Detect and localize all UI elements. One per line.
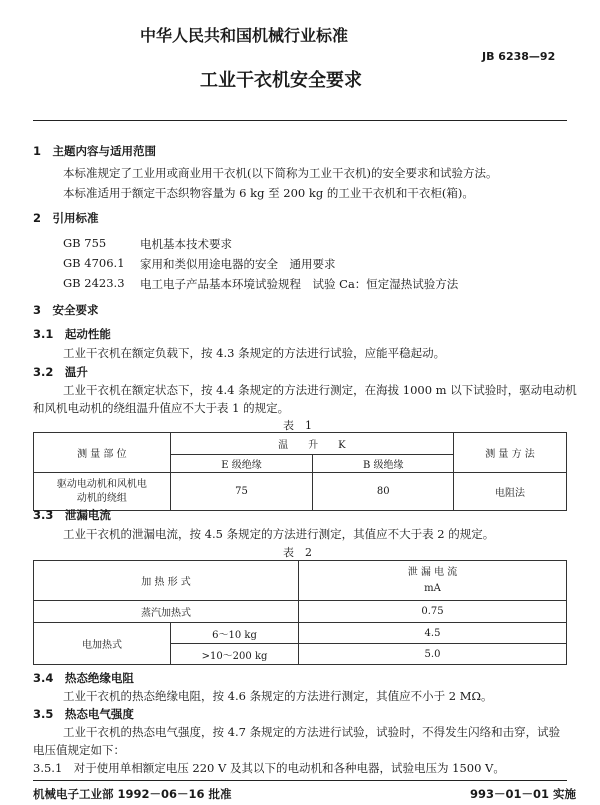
- section-3-2-text-2: 和风机电动机的绕组温升值应不大于表 1 的规定。: [33, 401, 290, 415]
- section-1-para-2: 本标准适用于额定干态织物容量为 6 kg 至 200 kg 的工业干衣机和干衣柜(箱)。: [63, 186, 474, 200]
- section-3-5-1-text: 3.5.1 对于使用单相额定电压 220 V 及其以下的电动机和各种电器，试验电压为 1500 V。: [33, 761, 505, 775]
- table-2-range-2: >10～200 kg: [171, 644, 299, 665]
- table-1-header-b: B 级绝缘: [313, 455, 454, 473]
- section-2-heading: 2 引用标准: [33, 211, 99, 225]
- section-3-2-text-1: 工业干衣机在额定状态下，按 4.4 条规定的方法进行测定，在海拔 1000 m 以下试验时，驱动电动机: [63, 383, 577, 397]
- section-3-heading: 3 安全要求: [33, 303, 99, 317]
- section-3-1-heading: 3.1 起动性能: [33, 327, 111, 341]
- table-2-electric: 电加热式: [34, 623, 171, 665]
- table-1-row-e: 75: [170, 473, 313, 511]
- section-3-3-heading: 3.3 泄漏电流: [33, 508, 111, 522]
- table-2-caption: 表 2: [283, 546, 312, 559]
- table-2-header-leak: 泄 漏 电 流 mA: [299, 561, 567, 601]
- section-3-5-text-1: 工业干衣机的热态电气强度，按 4.7 条规定的方法进行试验，试验时，不得发生闪络和击穿，试验: [63, 725, 561, 739]
- table-2-header-form: 加 热 形 式: [34, 561, 299, 601]
- table-1: [33, 432, 567, 511]
- ref-title-2: 家用和类似用途电器的安全 通用要求: [140, 257, 336, 271]
- section-3-4-heading: 3.4 热态绝缘电阻: [33, 671, 134, 685]
- section-3-2-heading: 3.2 温升: [33, 365, 88, 379]
- table-2-steam: 蒸汽加热式: [34, 601, 299, 623]
- section-3-4-text: 工业干衣机的热态绝缘电阻，按 4.6 条规定的方法进行测定，其值应不小于 2 MΩ。: [63, 689, 493, 703]
- ref-title-1: 电机基本技术要求: [140, 237, 232, 251]
- table-1-row-method: 电阻法: [454, 473, 567, 511]
- header-rule: [33, 120, 567, 121]
- table-2-range-2-value: 5.0: [299, 644, 567, 665]
- table-1-header-part: 测 量 部 位: [34, 433, 171, 473]
- table-1-caption: 表 1: [283, 419, 312, 432]
- implementation-line: 993－01－01 实施: [470, 787, 577, 801]
- ref-code-3: GB 2423.3: [63, 276, 125, 290]
- table-1-header-e: E 级绝缘: [170, 455, 313, 473]
- section-3-1-text: 工业干衣机在额定负载下，按 4.3 条规定的方法进行试验，应能平稳起动。: [63, 346, 446, 360]
- footer-rule: [33, 780, 567, 781]
- table-2-range-1: 6～10 kg: [171, 623, 299, 644]
- ref-title-3: 电工电子产品基本环境试验规程 试验 Ca：恒定湿热试验方法: [140, 277, 459, 291]
- table-1-row-b: 80: [313, 473, 454, 511]
- table-2-steam-value: 0.75: [299, 601, 567, 623]
- ref-code-2: GB 4706.1: [63, 256, 125, 270]
- standard-category: 中华人民共和国机械行业标准: [140, 26, 349, 45]
- ref-code-1: GB 755: [63, 236, 107, 250]
- section-1-heading: 1 主题内容与适用范围: [33, 144, 157, 158]
- approval-line: 机械电子工业部 1992－06－16 批准: [33, 787, 232, 801]
- page-title: 工业干衣机安全要求: [200, 70, 362, 91]
- table-1-row-part: 驱动电动机和风机电 动机的绕组: [34, 473, 171, 511]
- section-3-5-heading: 3.5 热态电气强度: [33, 707, 134, 721]
- standard-code: JB 6238—92: [482, 50, 556, 63]
- section-1-para-1: 本标准规定了工业用或商业用干衣机(以下简称为工业干衣机)的安全要求和试验方法。: [63, 166, 498, 180]
- table-2-range-1-value: 4.5: [299, 623, 567, 644]
- table-1-header-method: 测 量 方 法: [454, 433, 567, 473]
- table-1-header-rise: 温 升 K: [170, 433, 453, 455]
- table-2: [33, 560, 567, 665]
- section-3-3-text: 工业干衣机的泄漏电流，按 4.5 条规定的方法进行测定，其值应不大于表 2 的规定。: [63, 527, 495, 541]
- section-3-5-text-2: 电压值规定如下：: [33, 743, 125, 757]
